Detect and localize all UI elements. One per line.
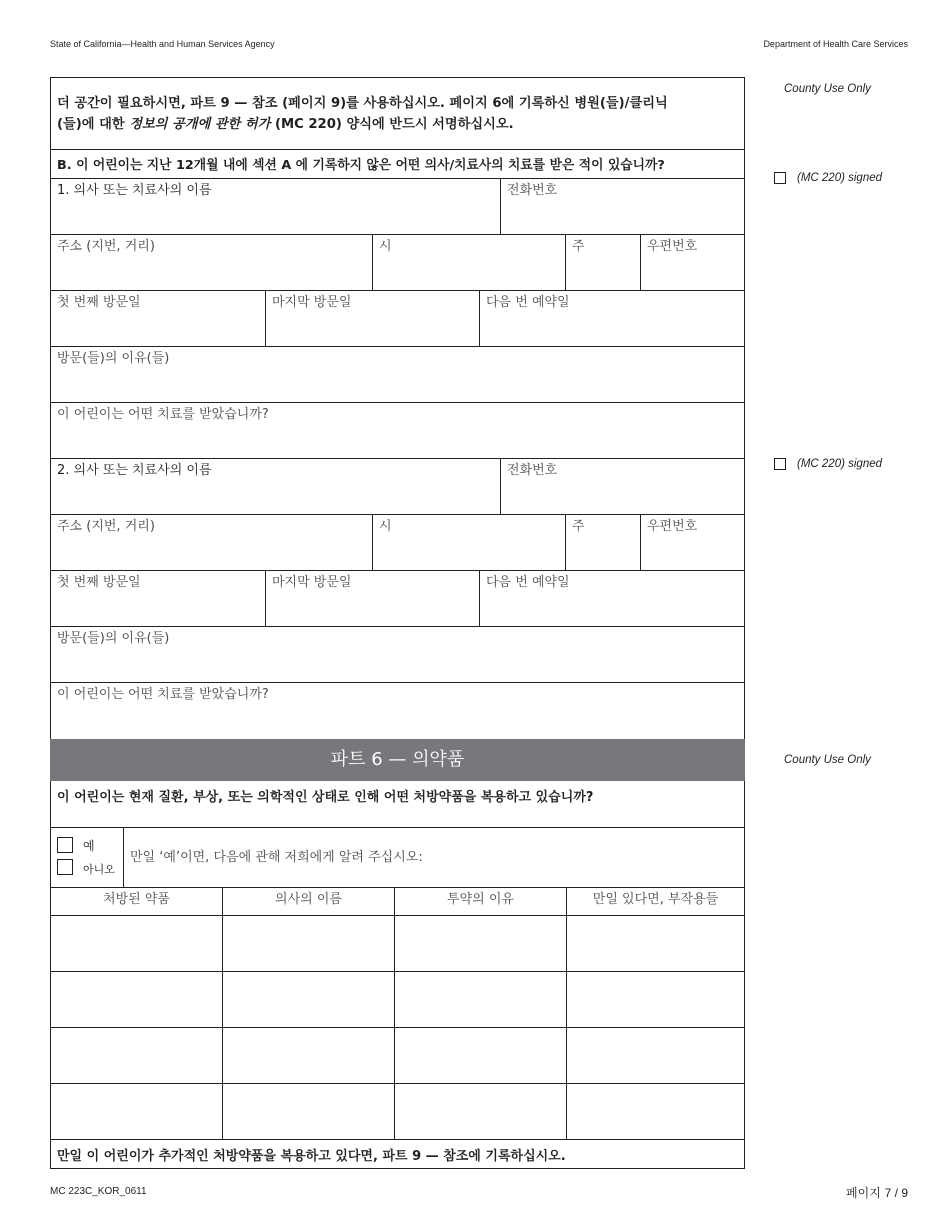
- page-number: 7 / 9: [884, 1186, 908, 1200]
- provider-1-city-field[interactable]: 시: [372, 235, 565, 290]
- medication-table-header: [50, 888, 745, 916]
- part-6-question: 이 어린이는 현재 질환, 부상, 또는 의학적인 상태로 인해 어떤 처방약품을 복용하고 있습니까?: [50, 781, 745, 828]
- provider-1-phone-field[interactable]: 전화번호: [500, 179, 744, 234]
- table-row: [50, 972, 745, 1028]
- column-header-reason: 투약의 이유: [394, 888, 566, 915]
- mc220-signed-1[interactable]: [774, 172, 882, 184]
- medication-cell[interactable]: [51, 1028, 222, 1083]
- provider-1-state-field[interactable]: 주: [565, 235, 640, 290]
- if-yes-instruction: 만일 ‘예’이면, 다음에 관해 저희에게 알려 주십시오:: [130, 850, 423, 865]
- doctor-cell[interactable]: [222, 1028, 394, 1083]
- page-label: 페이지: [846, 1186, 881, 1200]
- provider-1-last-visit-field[interactable]: 마지막 방문일: [265, 291, 479, 346]
- instruction-line-1: 더 공간이 필요하시면, 파트 9 — 참조 (페이지 9)를 사용하십시오. 페이지 6에 기록하신 병원(들)/클리닉: [57, 96, 668, 111]
- provider-2-city-field[interactable]: 시: [372, 515, 565, 570]
- provider-2-reason-row: [50, 627, 745, 683]
- no-option[interactable]: [57, 856, 117, 878]
- provider-1-zip-field[interactable]: 우편번호: [640, 235, 744, 290]
- release-of-info-title: 정보의 공개에 관한 허가: [129, 117, 271, 132]
- yes-no-row: [50, 828, 745, 888]
- reason-cell[interactable]: [394, 972, 566, 1027]
- instruction-row: [50, 77, 745, 150]
- department-header: Department of Health Care Services: [763, 39, 908, 49]
- provider-2-zip-field[interactable]: 우편번호: [640, 515, 744, 570]
- section-b-question: B. 이 어린이는 지난 12개월 내에 섹션 A 에 기록하지 않은 어떤 의사/치료사의 치료를 받은 적이 있습니까?: [57, 158, 665, 173]
- yes-label: 예: [83, 838, 95, 853]
- reason-cell[interactable]: [394, 1028, 566, 1083]
- provider-1-address-field[interactable]: 주소 (지번, 거리): [57, 239, 155, 254]
- provider-1-next-appointment-field[interactable]: 다음 번 예약일: [479, 291, 744, 346]
- mc220-signed-2-checkbox[interactable]: [774, 458, 786, 470]
- table-row: [50, 1084, 745, 1140]
- section-b-question-row: [50, 150, 745, 179]
- provider-2-dates-row: [50, 571, 745, 627]
- instruction-line-2: (들)에 대한 정보의 공개에 관한 허가 (MC 220) 양식에 반드시 서명하십시오.: [57, 117, 514, 132]
- provider-2-address-field[interactable]: 주소 (지번, 거리): [57, 519, 155, 534]
- form-section: [50, 77, 745, 1169]
- provider-2-last-visit-field[interactable]: 마지막 방문일: [265, 571, 479, 626]
- doctor-cell[interactable]: [222, 1084, 394, 1139]
- table-row: [50, 1028, 745, 1084]
- yes-checkbox[interactable]: [57, 837, 73, 853]
- provider-1-dates-row: [50, 291, 745, 347]
- medication-cell[interactable]: [51, 972, 222, 1027]
- provider-1-name-field[interactable]: 1. 의사 또는 치료사의 이름: [57, 183, 212, 198]
- column-header-side-effects: 만일 있다면, 부작용들: [566, 888, 744, 915]
- provider-2-address-row: [50, 515, 745, 571]
- form-id: MC 223C_KOR_0611: [50, 1186, 147, 1197]
- provider-1-name-row: [50, 179, 745, 235]
- provider-1-address-row: [50, 235, 745, 291]
- part-6-title: 파트 6 — 의약품: [50, 739, 745, 781]
- provider-1-reason-row: [50, 347, 745, 403]
- provider-2-phone-field[interactable]: 전화번호: [500, 459, 744, 514]
- page-indicator: [846, 1184, 908, 1201]
- doctor-cell[interactable]: [222, 972, 394, 1027]
- county-use-only-label-top: County Use Only: [784, 83, 871, 95]
- provider-2-next-appointment-field[interactable]: 다음 번 예약일: [479, 571, 744, 626]
- medication-cell[interactable]: [51, 1084, 222, 1139]
- mc220-signed-2[interactable]: [774, 458, 882, 470]
- yes-no-group: [51, 828, 124, 887]
- provider-2-reason-field[interactable]: 방문(들)의 이유(들): [57, 631, 170, 646]
- no-checkbox[interactable]: [57, 859, 73, 875]
- provider-1-treatment-row: [50, 403, 745, 459]
- reason-cell[interactable]: [394, 1084, 566, 1139]
- mc220-signed-1-label: (MC 220) signed: [797, 172, 883, 184]
- county-use-only-label-bottom: County Use Only: [784, 754, 871, 766]
- provider-1-treatment-field[interactable]: 이 어린이는 어떤 치료를 받았습니까?: [57, 407, 269, 422]
- column-header-medication: 처방된 약품: [103, 892, 170, 907]
- footnote-row: [50, 1140, 745, 1169]
- side-effects-cell[interactable]: [566, 972, 744, 1027]
- instruction-text: [51, 78, 674, 149]
- yes-option[interactable]: [57, 834, 117, 856]
- doctor-cell[interactable]: [222, 916, 394, 971]
- column-header-doctor: 의사의 이름: [222, 888, 394, 915]
- medication-cell[interactable]: [51, 916, 222, 971]
- side-effects-cell[interactable]: [566, 1028, 744, 1083]
- provider-2-state-field[interactable]: 주: [565, 515, 640, 570]
- mc220-signed-2-label: (MC 220) signed: [797, 458, 883, 470]
- side-effects-cell[interactable]: [566, 1084, 744, 1139]
- agency-header: State of California—Health and Human Services Agency: [50, 39, 275, 49]
- table-row: [50, 916, 745, 972]
- side-effects-cell[interactable]: [566, 916, 744, 971]
- mc220-signed-1-checkbox[interactable]: [774, 172, 786, 184]
- provider-2-treatment-field[interactable]: 이 어린이는 어떤 치료를 받았습니까?: [57, 687, 269, 702]
- provider-2-treatment-row: [50, 683, 745, 739]
- provider-2-name-row: [50, 459, 745, 515]
- additional-medications-note: 만일 이 어린이가 추가적인 처방약품을 복용하고 있다면, 파트 9 — 참조에 기록하십시오.: [57, 1149, 566, 1164]
- provider-2-name-field[interactable]: 2. 의사 또는 치료사의 이름: [57, 463, 212, 478]
- provider-1-reason-field[interactable]: 방문(들)의 이유(들): [57, 351, 170, 366]
- no-label: 아니오: [83, 863, 115, 876]
- provider-2-first-visit-field[interactable]: 첫 번째 방문일: [57, 575, 141, 590]
- provider-1-first-visit-field[interactable]: 첫 번째 방문일: [57, 295, 141, 310]
- reason-cell[interactable]: [394, 916, 566, 971]
